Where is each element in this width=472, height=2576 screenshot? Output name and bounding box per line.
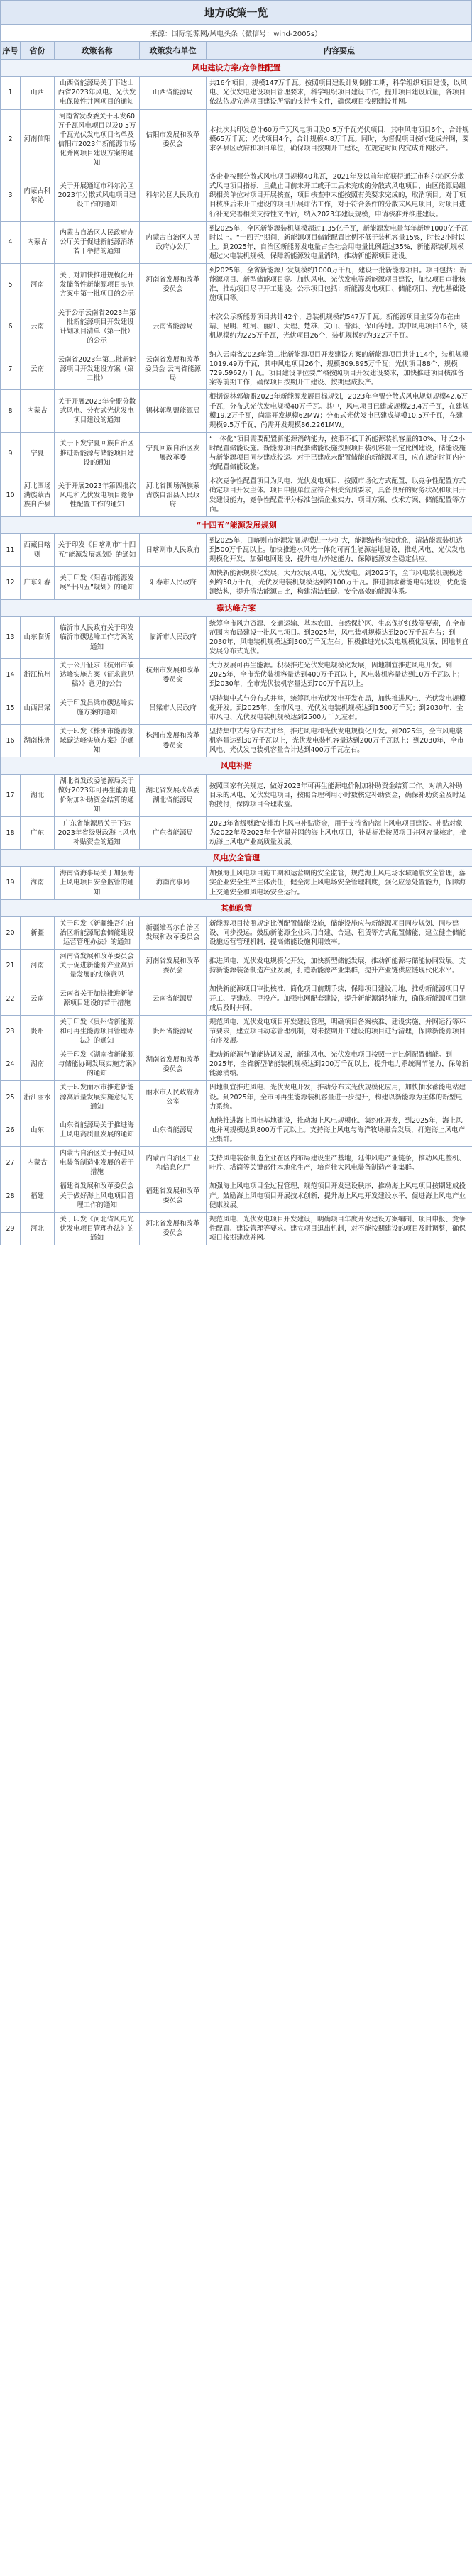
row-content: 统筹全市风力资源、交通运输、基本农田、自然保护区、生态保护红线等要素，在全市范围内布局建设一批风电项目。到2025年，风电装机规模达到200万千瓦左右；到2030年，风电装机规模达到300万千瓦左右。积极推进光伏发电规模化发展，因地制宜发展分布式光伏。 — [207, 616, 472, 658]
header-agency: 政策发布单位 — [140, 42, 207, 60]
row-policy-name: 广东省能源局关于下达2023年省级财政海上风电补贴资金的通知 — [55, 816, 140, 849]
row-content: 本次竞争性配置项目为风电、光伏发电项目，按照市场化方式配置，以竞争性配置方式确定项目开发主体。项目申报单位应符合相关资质要求，具备良好的财务状况和项目开发建设能力，竞争性配置评分标准包括企业实力、项目方案、技术方案、储能配置等方面。 — [207, 474, 472, 516]
row-content: 新能源项目按照规定比例配置储能设施，储能设施应与新能源项目同步规划、同步建设、同步投运。鼓励新能源企业采用自建、合建、租赁等方式配置储能，建立健全储能设施运营管理机制，提高储能设施利用效率。 — [207, 916, 472, 949]
row-policy-name: 关于印发《株洲市能源领域碳达峰实施方案》的通知 — [55, 724, 140, 757]
row-content: 加强海上风电项目全过程管理，规范项目开发建设秩序，推动海上风电项目按期建成投产。鼓励海上风电项目开展技术创新，提升海上风电开发建设水平，促进海上风电产业健康发展。 — [207, 1179, 472, 1212]
row-number: 24 — [1, 1048, 21, 1081]
row-agency: 内蒙古自治区人民政府办公厅 — [140, 221, 207, 263]
row-policy-name: 关于印发《阳春市能源发展“十四五”规划》的通知 — [55, 567, 140, 599]
row-content: 2023年省级财政安排海上风电补贴资金，用于支持省内海上风电项目建设。补贴对象为2022年及2023年全容量并网的海上风电项目，补贴标准按照项目并网容量核定，推动海上风电产业高质量发展。 — [207, 816, 472, 849]
table-row — [1, 77, 472, 109]
row-number: 17 — [1, 775, 21, 816]
row-number: 19 — [1, 867, 21, 899]
row-province: 内蒙古科尔沁 — [21, 170, 55, 222]
table-body — [1, 60, 472, 1245]
table-row — [1, 306, 472, 348]
row-number: 21 — [1, 950, 21, 982]
row-province: 浙江丽水 — [21, 1081, 55, 1114]
policy-table — [0, 41, 472, 1245]
section-title: 风电建设方案/竞争性配置 — [1, 60, 472, 77]
row-number: 7 — [1, 348, 21, 390]
row-policy-name: 关于开展2023年全盟分散式风电、分布式光伏发电项目建设的通知 — [55, 390, 140, 432]
row-province: 河北 — [21, 1212, 55, 1245]
row-province: 云南 — [21, 982, 55, 1015]
row-province: 山东临沂 — [21, 616, 55, 658]
row-content: 坚持集中式与分布式并举，统筹风电光伏发电开发布局，加快推进风电、光伏发电规模化开发。到2025年，全市风电、光伏发电装机规模达到1500万千瓦；到2030年，全市风电、光伏发电装机规模达到2500万千瓦左右。 — [207, 692, 472, 724]
row-number: 1 — [1, 77, 21, 109]
section-header-row — [1, 757, 472, 775]
row-number: 9 — [1, 432, 21, 474]
table-row — [1, 1081, 472, 1114]
row-policy-name: 内蒙古自治区人民政府办公厅关于促进新能源消纳若干举措的通知 — [55, 221, 140, 263]
table-row — [1, 1048, 472, 1081]
row-agency: 贵州省能源局 — [140, 1015, 207, 1048]
row-content: 加强海上风电项目施工期和运营期的安全监管，规范海上风电场水域通航安全管理，落实企业安全生产主体责任，健全海上风电场安全管理制度，强化应急处置能力，保障海上交通安全和风电场安全运行。 — [207, 867, 472, 899]
row-agency: 云南省能源局 — [140, 306, 207, 348]
table-header-row — [1, 42, 472, 60]
row-content: 坚持集中式与分布式并举，推进风电和光伏发电规模化开发。到2025年，全市风电装机容量达到30万千瓦以上，光伏发电装机容量达到200万千瓦以上；到2030年，全市风电、光伏发电装机容量合计达到400万千瓦左右。 — [207, 724, 472, 757]
table-row — [1, 567, 472, 599]
row-number: 25 — [1, 1081, 21, 1114]
table-row — [1, 1179, 472, 1212]
row-agency: 内蒙古自治区工业和信息化厅 — [140, 1147, 207, 1179]
row-content: 本批次共印发总计60万千瓦风电项目及0.5万千瓦光伏项目，其中风电项目6个，合计规模65万千瓦；光伏项目4个，合计规模4.8万千瓦。同时，为督促项目按时建成并网，要求各县区政府和项目单位，确保项目按期开工建设，在规定时间内完成并网投产。 — [207, 109, 472, 170]
row-content: 按照国家有关规定，做好2023年可再生能源电价附加补助资金结算工作。对纳入补助目录的风电、光伏发电项目，按照合理利用小时数核定补助资金，确保补助资金及时足额拨付，保障项目合理收益。 — [207, 775, 472, 816]
table-row — [1, 616, 472, 658]
row-content: 加快新能源规模化发展，大力发展风电、光伏发电。到2025年，全市风电装机规模达到约50万千瓦，光伏发电装机规模达到约100万千瓦。推进抽水蓄能电站建设，优化能源结构，提升清洁能源占比，构建清洁低碳、安全高效的能源体系。 — [207, 567, 472, 599]
table-row — [1, 816, 472, 849]
row-province: 湖南株洲 — [21, 724, 55, 757]
row-content: 加快推进海上风电基地建设，推动海上风电规模化、集约化开发，到2025年，海上风电并网规模达到800万千瓦以上。支持海上风电与海洋牧场融合发展，打造海上风电产业集群。 — [207, 1114, 472, 1146]
row-agency: 河北省发展和改革委员会 — [140, 1212, 207, 1245]
row-province: 浙江杭州 — [21, 659, 55, 692]
row-policy-name: 关于下发宁夏回族自治区推进新能源与储能项目建设的通知 — [55, 432, 140, 474]
row-agency: 云南省能源局 — [140, 982, 207, 1015]
section-header-row — [1, 899, 472, 916]
row-policy-name: 关于开展通辽市科尔沁区2023年分散式风电项目建设工作的通知 — [55, 170, 140, 222]
row-agency: 山东省能源局 — [140, 1114, 207, 1146]
row-agency: 河南省发展和改革委员会 — [140, 264, 207, 306]
row-agency: 日喀则市人民政府 — [140, 533, 207, 566]
row-agency: 吕梁市人民政府 — [140, 692, 207, 724]
section-header-row — [1, 599, 472, 616]
row-content: 各企业按照分散式风电项目规模40兆瓦，2021年及以前年度获得通辽市科尔沁区分散式风电项目指标，且截止目前未开工或开工后未完成的分散式风电项目，由区能源局组织相关单位对项目开展核查，项目核查中未能按照有关要求完成的，取消项目。对于项目核准后未开工建设的项目开展评估工作，对于符合条件的分散式风电项目，对项目进行补充完善相关支持性文件后，纳入2023年建设规模，申请核准并推进建设。 — [207, 170, 472, 222]
row-policy-name: 关于开展2023年第四批次风电和光伏发电项目竞争性配置工作的通知 — [55, 474, 140, 516]
row-policy-name: 海南省海事局关于加强海上风电项目安全监管的通知 — [55, 867, 140, 899]
row-policy-name: 关于公开征求《杭州市碳达峰实施方案（征求意见稿）》意见的公告 — [55, 659, 140, 692]
header-no: 序号 — [1, 42, 21, 60]
row-number: 3 — [1, 170, 21, 222]
row-province: 贵州 — [21, 1015, 55, 1048]
row-content: 到2025年，全省新能源开发规模约1000万千瓦，建设一批新能源项目。项目包括：新能源项目、新型储能项目等。加快风电、光伏发电等新能源项目建设，加快项目审批核准，推动项目尽早开工建设。公示项目包括：新能源发电项目、储能项目、充电基础设施项目等。 — [207, 264, 472, 306]
row-policy-name: 山西省能源局关于下达山西省2023年风电、光伏发电保障性并网项目的通知 — [55, 77, 140, 109]
row-content: 根据锡林郭勒盟2023年新能源发展目标规划，2023年全盟分散式风电规划规模42.6万千瓦，分布式光伏发电规模40万千瓦。其中，风电项目已建成规模23.4万千瓦，在建规模19.2万千瓦，尚需开发规模62MW；分布式光伏发电已建成规模10.5万千瓦，在建规模9.5万千瓦，尚需开发规模86.2261MW。 — [207, 390, 472, 432]
table-row — [1, 916, 472, 949]
row-number: 18 — [1, 816, 21, 849]
row-agency: 锡林郭勒盟能源局 — [140, 390, 207, 432]
row-content: 因地制宜推进风电、光伏发电开发，推动分布式光伏规模化应用，加快抽水蓄能电站建设。到2025年，全市可再生能源装机容量进一步提升，构建以新能源为主体的新型电力系统。 — [207, 1081, 472, 1114]
row-province: 山东 — [21, 1114, 55, 1146]
row-number: 27 — [1, 1147, 21, 1179]
row-agency: 河南省发展和改革委员会 — [140, 950, 207, 982]
row-number: 11 — [1, 533, 21, 566]
row-province: 西藏日喀则 — [21, 533, 55, 566]
row-agency: 科尔沁区人民政府 — [140, 170, 207, 222]
row-agency: 山西省能源局 — [140, 77, 207, 109]
row-number: 14 — [1, 659, 21, 692]
table-row — [1, 724, 472, 757]
row-agency: 湖北省发展改革委 湖北省能源局 — [140, 775, 207, 816]
row-content: 到2025年，日喀则市能源发展规模进一步扩大，能源结构持续优化，清洁能源装机达到500万千瓦以上。加快推进水风光一体化可再生能源基地建设，推动风电、光伏发电规模化开发，加强电网建设，提升电力外送能力，保障能源安全稳定供应。 — [207, 533, 472, 566]
row-agency: 福建省发展和改革委员会 — [140, 1179, 207, 1212]
row-province: 湖南 — [21, 1048, 55, 1081]
row-number: 10 — [1, 474, 21, 516]
table-row — [1, 474, 472, 516]
table-row — [1, 659, 472, 692]
row-province: 山西 — [21, 77, 55, 109]
row-policy-name: 临沂市人民政府关于印发临沂市碳达峰工作方案的通知 — [55, 616, 140, 658]
table-row — [1, 348, 472, 390]
row-agency: 宁夏回族自治区发展改革委 — [140, 432, 207, 474]
header-province: 省份 — [21, 42, 55, 60]
row-agency: 云南省发展和改革委员会 云南省能源局 — [140, 348, 207, 390]
table-row — [1, 1114, 472, 1146]
row-content: 共16个项目，规模147万千瓦。按照项目建设计划倒排工期，科学组织项目建设，以风电、光伏发电建设项目管理要求，科学组织项目建设工作，提升项目建设质量，各项目依法依规完善项目建设所需的支持性文件，确保项目按期建设并网。 — [207, 77, 472, 109]
table-row — [1, 775, 472, 816]
section-title: 风电安全管理 — [1, 850, 472, 867]
row-agency: 信阳市发展和改革委员会 — [140, 109, 207, 170]
row-province: 海南 — [21, 867, 55, 899]
row-content: 大力发展可再生能源。积极推进光伏发电规模化发展，因地制宜推进风电开发。到2025年，全市光伏装机容量达到400万千瓦以上，风电装机容量达到10万千瓦以上；到2030年，全市光伏装机容量达到700万千瓦以上。 — [207, 659, 472, 692]
table-row — [1, 264, 472, 306]
row-content: “一体化”项目需要配置新能源消纳能力，按照不低于新能源装机容量的10%、时长2小时配置储能设施。新能源项目配套储能设施按照项目装机容量一定比例建设，储能设施与新能源项目同步建成投运。对于已建成未配置储能的新能源项目，应在规定时间内补充配置储能设施。 — [207, 432, 472, 474]
row-policy-name: 关于对加快推进规模化开发储备性新能源项目实施方案中第一批项目的公示 — [55, 264, 140, 306]
row-province: 内蒙古 — [21, 221, 55, 263]
row-province: 河北围场满族蒙古族自治县 — [21, 474, 55, 516]
section-title: “十四五”能源发展规划 — [1, 516, 472, 533]
row-number: 8 — [1, 390, 21, 432]
row-policy-name: 云南省关于加快推进新能源项目建设的若干措施 — [55, 982, 140, 1015]
section-header-row — [1, 516, 472, 533]
row-agency: 临沂市人民政府 — [140, 616, 207, 658]
row-agency: 湖南省发展和改革委员会 — [140, 1048, 207, 1081]
row-content: 规范风电、光伏发电项目开发建设管理，明确项目备案核准、建设实施、并网运行等环节要求，建立项目动态管理机制，对未按期开工建设的项目进行清理，保障新能源项目有序发展。 — [207, 1015, 472, 1048]
row-province: 宁夏 — [21, 432, 55, 474]
row-policy-name: 山东省能源局关于推进海上风电高质量发展的通知 — [55, 1114, 140, 1146]
row-policy-name: 关于印发吕梁市碳达峰实施方案的通知 — [55, 692, 140, 724]
row-province: 云南 — [21, 306, 55, 348]
table-row — [1, 221, 472, 263]
section-title: 其他政策 — [1, 899, 472, 916]
table-row — [1, 982, 472, 1015]
row-policy-name: 关于印发《新疆维吾尔自治区新能源配套储能建设运营管理办法》的通知 — [55, 916, 140, 949]
row-number: 20 — [1, 916, 21, 949]
row-policy-name: 内蒙古自治区关于促进风电装备制造业发展的若干措施 — [55, 1147, 140, 1179]
row-content: 支持风电装备制造企业在区内布局建设生产基地，延伸风电产业链条，推动风电整机、叶片、塔筒等关键部件本地化生产，培育壮大风电装备制造产业集群。 — [207, 1147, 472, 1179]
table-row — [1, 867, 472, 899]
row-content: 纳入云南省2023年第二批新能源项目开发建设方案的新能源项目共计114个，装机规模1019.49万千瓦，其中风电项目26个，规模309.895万千瓦；光伏项目88个，规模729.5962万千瓦。项目建设单位要严格按照项目开发建设要求，加快推进项目核准备案等前期工作，确保项目按期开工建设、按期建成投产。 — [207, 348, 472, 390]
table-row — [1, 533, 472, 566]
row-province: 福建 — [21, 1179, 55, 1212]
table-row — [1, 950, 472, 982]
row-number: 28 — [1, 1179, 21, 1212]
row-agency: 丽水市人民政府办公室 — [140, 1081, 207, 1114]
row-number: 23 — [1, 1015, 21, 1048]
source-line: 来源：国际能源网/风电头条（微信号：wind-2005s） — [0, 25, 472, 41]
row-province: 河南信阳 — [21, 109, 55, 170]
row-content: 规范风电、光伏发电项目开发建设，明确项目年度开发建设方案编制、项目申报、竞争性配置、建设管理等要求。建立项目退出机制，对不能按期建设的项目及时调整，确保项目按期建成并网。 — [207, 1212, 472, 1245]
row-number: 6 — [1, 306, 21, 348]
row-province: 山西吕梁 — [21, 692, 55, 724]
row-policy-name: 湖北省发改委能源局关于做好2023年可再生能源电价附加补助资金结算的通知 — [55, 775, 140, 816]
row-number: 5 — [1, 264, 21, 306]
section-title: 风电补贴 — [1, 757, 472, 775]
row-province: 广东 — [21, 816, 55, 849]
table-row — [1, 1147, 472, 1179]
row-agency: 杭州市发展和改革委员会 — [140, 659, 207, 692]
row-policy-name: 关于印发《湖南省新能源与储能协调发展实施方案》的通知 — [55, 1048, 140, 1081]
row-content: 加快新能源项目审批核准，简化项目前期手续，保障项目建设用地，推动新能源项目早开工、早建成、早投产。加强电网配套建设，提升新能源消纳能力，确保新能源项目建成后及时并网。 — [207, 982, 472, 1015]
row-number: 13 — [1, 616, 21, 658]
row-number: 12 — [1, 567, 21, 599]
row-content: 推进风电、光伏发电规模化开发，加快新型储能发展，推动新能源与储能协同发展。支持新能源装备制造产业发展，打造新能源产业集群，提升产业链供应链现代化水平。 — [207, 950, 472, 982]
row-province: 湖北 — [21, 775, 55, 816]
header-policy: 政策名称 — [55, 42, 140, 60]
row-agency: 河北省围场满族蒙古族自治县人民政府 — [140, 474, 207, 516]
row-policy-name: 关于印发《日喀则市“十四五”能源发展规划》的通知 — [55, 533, 140, 566]
table-row — [1, 1015, 472, 1048]
table-row — [1, 1212, 472, 1245]
row-province: 新疆 — [21, 916, 55, 949]
policy-page — [0, 0, 472, 1245]
row-policy-name: 关于印发《贵州省新能源和可再生能源项目管理办法》的通知 — [55, 1015, 140, 1048]
row-policy-name: 河南省发展和改革委员会关于促进新能源产业高质量发展的实施意见 — [55, 950, 140, 982]
row-number: 29 — [1, 1212, 21, 1245]
row-agency: 株洲市发展和改革委员会 — [140, 724, 207, 757]
row-number: 16 — [1, 724, 21, 757]
row-agency: 海南海事局 — [140, 867, 207, 899]
row-content: 到2025年，全区新能源装机规模超过1.35亿千瓦，新能源发电量每年新增1000亿千瓦时以上。“十四五”期间，新能源项目储能配置比例不低于装机容量15%，时长2小时以上。到2025年，自治区新能源发电量占全社会用电量比例超过35%，新能源装机规模超过火电装机规模。保障新能源发电量消纳，推动新能源项目建设。 — [207, 221, 472, 263]
row-number: 4 — [1, 221, 21, 263]
row-number: 26 — [1, 1114, 21, 1146]
section-header-row — [1, 60, 472, 77]
row-province: 云南 — [21, 348, 55, 390]
row-number: 15 — [1, 692, 21, 724]
page-title: 地方政策一览 — [0, 0, 472, 25]
table-row — [1, 109, 472, 170]
row-policy-name: 关于公示云南省2023年第一批新能源项目开发建设计划项目清单（第一批）的公示 — [55, 306, 140, 348]
row-policy-name: 福建省发展和改革委员会关于做好海上风电项目管理工作的通知 — [55, 1179, 140, 1212]
row-agency: 新疆维吾尔自治区发展和改革委员会 — [140, 916, 207, 949]
row-content: 本次公示新能源项目共计42个，总装机规模约547万千瓦。新能源项目主要分布在曲靖、昆明、红河、丽江、大理、楚雄、文山、普洱、保山等地。其中风电项目16个，装机规模约为225万千瓦，光伏项目26个，装机规模约为322万千瓦。 — [207, 306, 472, 348]
row-policy-name: 云南省2023年第二批新能源项目开发建设方案（第二批） — [55, 348, 140, 390]
table-row — [1, 432, 472, 474]
header-content: 内容要点 — [207, 42, 472, 60]
row-policy-name: 河南省发改委关于印发60万千瓦风电项目以及0.5万千瓦光伏发电项目名单及信阳市2023年新能源市场化并网项目建设方案的通知 — [55, 109, 140, 170]
row-province: 内蒙古 — [21, 1147, 55, 1179]
row-content: 推动新能源与储能协调发展，新建风电、光伏发电项目按照一定比例配置储能。到2025年，全省新型储能装机规模达到200万千瓦以上，提升电力系统调节能力，保障新能源消纳。 — [207, 1048, 472, 1081]
row-province: 河南 — [21, 950, 55, 982]
row-number: 2 — [1, 109, 21, 170]
row-policy-name: 关于印发《河北省风电光伏发电项目管理办法》的通知 — [55, 1212, 140, 1245]
row-province: 河南 — [21, 264, 55, 306]
row-agency: 广东省能源局 — [140, 816, 207, 849]
row-agency: 阳春市人民政府 — [140, 567, 207, 599]
row-province: 广东阳春 — [21, 567, 55, 599]
row-number: 22 — [1, 982, 21, 1015]
section-header-row — [1, 850, 472, 867]
table-row — [1, 390, 472, 432]
table-row — [1, 170, 472, 222]
row-policy-name: 关于印发丽水市推进新能源高质量发展实施意见的通知 — [55, 1081, 140, 1114]
row-province: 内蒙古 — [21, 390, 55, 432]
section-title: 碳达峰方案 — [1, 599, 472, 616]
table-row — [1, 692, 472, 724]
